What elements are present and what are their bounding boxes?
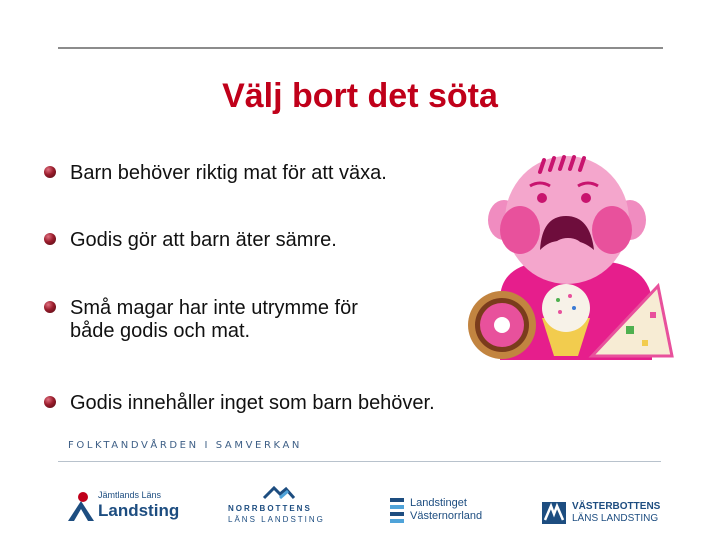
footer-divider xyxy=(58,461,661,462)
vasterbotten-logo xyxy=(542,500,667,528)
vasterbotten-line1: VÄSTERBOTTENS xyxy=(572,501,661,512)
child-eating-sweets-illustration xyxy=(460,150,675,360)
norrbotten-logo xyxy=(224,486,334,526)
footer-heading: FOLKTANDVÅRDEN I SAMVERKAN xyxy=(68,440,303,451)
right-cheek xyxy=(592,206,632,254)
bullet-text: Små magar har inte utrymme för både godis och mat. xyxy=(70,297,358,342)
donut-icon xyxy=(468,291,536,359)
bullet-icon xyxy=(44,301,56,313)
norrbotten-emblem-icon xyxy=(262,486,296,500)
vasternorrland-line1: Landstinget xyxy=(410,497,467,509)
vasterbotten-line2: LÄNS LANDSTING xyxy=(572,513,659,524)
bullet-text: Barn behöver riktig mat för att växa. xyxy=(70,162,387,184)
right-eye-icon xyxy=(581,193,591,203)
jamtland-line2: Landsting xyxy=(98,501,180,520)
bullet-icon xyxy=(44,396,56,408)
norrbotten-line1: NORRBOTTENS xyxy=(228,504,312,513)
bullet-text: Godis gör att barn äter sämre. xyxy=(70,229,337,251)
jamtland-line1: Jämtlands Läns xyxy=(98,490,162,500)
vasterbotten-emblem-icon xyxy=(542,502,566,524)
bullet-icon xyxy=(44,166,56,178)
jamtland-emblem-icon xyxy=(66,491,96,523)
left-cheek xyxy=(500,206,540,254)
norrbotten-line2: LÄNS LANDSTING xyxy=(228,515,325,524)
bullet-text: Godis innehåller inget som barn behöver. xyxy=(70,392,435,414)
tongue-shape xyxy=(554,238,582,254)
bullet-item xyxy=(44,392,584,415)
slide-title: Välj bort det söta xyxy=(222,77,498,115)
vasternorrland-emblem-icon xyxy=(388,496,406,524)
vasternorrland-logo xyxy=(388,494,508,526)
top-divider xyxy=(58,47,663,49)
vasternorrland-line2: Västernorrland xyxy=(410,510,483,522)
bullet-icon xyxy=(44,233,56,245)
left-eye-icon xyxy=(537,193,547,203)
jamtland-logo xyxy=(62,487,202,527)
